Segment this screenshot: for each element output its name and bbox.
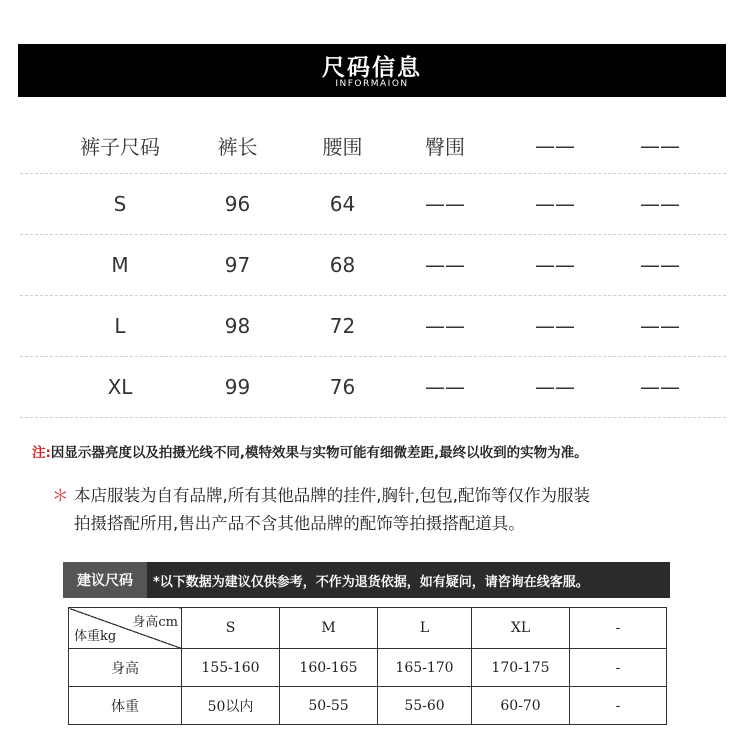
hip-cell: ——: [425, 192, 465, 216]
hip-cell: ——: [425, 314, 465, 338]
blank-cell: ——: [640, 192, 680, 216]
banner-subtitle: INFORMAION: [335, 79, 409, 89]
size-cell: S: [113, 192, 127, 216]
header-hip: 臀围: [425, 135, 465, 159]
header-blank-1: ——: [535, 133, 575, 158]
row-label-height: 身高: [69, 649, 182, 687]
header-waist: 腰围: [322, 135, 363, 159]
length-cell: 99: [224, 375, 251, 399]
table-cell: 60-70: [472, 687, 570, 725]
header-m: M: [280, 608, 378, 649]
header-length: 裤长: [217, 135, 258, 159]
blank-cell: ——: [640, 314, 680, 338]
table-row: [20, 296, 726, 357]
length-cell: 97: [224, 253, 251, 277]
brand-disclaimer: [52, 482, 732, 538]
table-cell: 160-165: [280, 649, 378, 687]
table-cell: 55-60: [378, 687, 472, 725]
waist-cell: 72: [329, 314, 356, 338]
note-text: 因显示器亮度以及拍摄光线不同,模特效果与实物可能有细微差距,最终以收到的实物为准。: [50, 445, 588, 461]
size-cell: XL: [107, 375, 133, 399]
recommended-size-label: 建议尺码: [63, 562, 147, 598]
size-cell: M: [111, 253, 129, 277]
note-prefix: 注:: [32, 445, 51, 461]
table-row: [20, 235, 726, 296]
table-cell: -: [570, 687, 667, 725]
header-l: L: [378, 608, 472, 649]
table-row: [20, 174, 726, 235]
asterisk-icon: ＊: [52, 486, 69, 505]
corner-weight-label: 体重kg: [74, 629, 117, 644]
blank-cell: ——: [640, 375, 680, 399]
waist-cell: 76: [329, 375, 356, 399]
length-cell: 98: [224, 314, 251, 338]
size-table-header: [20, 118, 726, 174]
corner-cell: [69, 608, 182, 649]
pants-size-table: [20, 118, 726, 418]
recommended-size-note: *以下数据为建议仅供参考，不作为退货依据，如有疑问，请咨询在线客服。: [153, 574, 589, 590]
banner-title: 尺码信息: [322, 55, 422, 81]
waist-cell: 64: [329, 192, 356, 216]
recommended-size-bar: [63, 562, 670, 598]
table-cell: 50以内: [182, 687, 280, 725]
blank-cell: ——: [535, 314, 575, 338]
table-row: [69, 687, 667, 725]
brand-note-line-2: 拍摄搭配所用,售出产品不含其他品牌的配饰等拍摄搭配道具。: [74, 514, 525, 533]
length-cell: 96: [224, 192, 251, 216]
size-info-banner: [18, 44, 726, 97]
table-cell: 170-175: [472, 649, 570, 687]
header-blank: -: [570, 608, 667, 649]
corner-height-label: 身高cm: [132, 615, 178, 630]
table-cell: 165-170: [378, 649, 472, 687]
hip-cell: ——: [425, 253, 465, 277]
header-size: 裤子尺码: [80, 135, 160, 159]
header-blank-2: ——: [640, 133, 680, 158]
row-label-weight: 体重: [69, 687, 182, 725]
table-cell: 155-160: [182, 649, 280, 687]
waist-cell: 68: [329, 253, 356, 277]
hip-cell: ——: [425, 375, 465, 399]
header-xl: XL: [472, 608, 570, 649]
display-disclaimer: [32, 441, 588, 461]
blank-cell: ——: [640, 253, 680, 277]
header-s: S: [182, 608, 280, 649]
table-row: [69, 608, 667, 649]
table-row: [69, 649, 667, 687]
blank-cell: ——: [535, 192, 575, 216]
blank-cell: ——: [535, 253, 575, 277]
size-cell: L: [114, 314, 126, 338]
brand-note-line-1: 本店服装为自有品牌,所有其他品牌的挂件,胸针,包包,配饰等仅作为服装: [74, 486, 590, 505]
table-cell: -: [570, 649, 667, 687]
table-cell: 50-55: [280, 687, 378, 725]
blank-cell: ——: [535, 375, 575, 399]
table-row: [20, 357, 726, 418]
recommended-size-table: [68, 607, 667, 725]
